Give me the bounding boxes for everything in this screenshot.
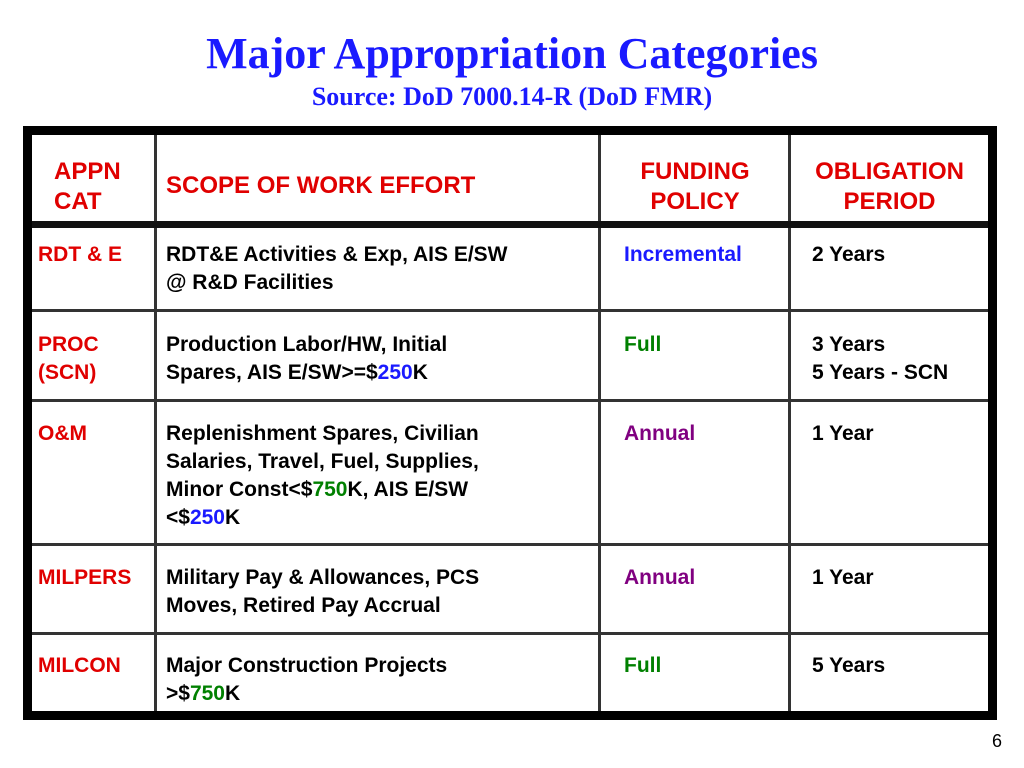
row-category [38, 652, 121, 680]
row-divider [32, 632, 988, 635]
scope-text: @ R&D Facilities [166, 271, 334, 294]
page-title: Major Appropriation Categories [206, 29, 818, 78]
row-scope-line [166, 680, 447, 708]
scope-text: Moves, Retired Pay Accrual [166, 594, 441, 617]
row-scope-line [166, 359, 447, 387]
row-category-line: (SCN) [38, 361, 97, 384]
scope-text: Military Pay & Allowances, PCS [166, 566, 480, 589]
row-funding-policy: Incremental [624, 243, 742, 266]
appropriation-table [23, 126, 997, 720]
scope-text: RDT&E Activities & Exp, AIS E/SW [166, 243, 508, 266]
dollar-amount: 750 [312, 478, 348, 501]
header-obligation-period [791, 157, 988, 217]
row-scope-line [166, 476, 479, 504]
dollar-amount: 250 [189, 506, 225, 529]
row-obligation-period [812, 420, 874, 448]
header-appn-cat [54, 157, 121, 217]
row-scope-line [166, 331, 447, 359]
row-period-line: 1 Year [812, 422, 874, 445]
row-scope [166, 420, 479, 532]
row-funding-policy: Annual [624, 566, 696, 589]
row-scope-line [166, 504, 479, 532]
row-scope-line [166, 269, 508, 297]
row-funding-policy: Annual [624, 422, 696, 445]
row-divider [32, 399, 988, 402]
scope-text: K [225, 682, 241, 705]
row-period-line: 5 Years [812, 654, 886, 677]
row-category-line: PROC [38, 333, 99, 356]
row-scope-line [166, 652, 447, 680]
header-divider [32, 221, 988, 228]
header-appn-cat-line: APPN [54, 158, 121, 185]
row-category-line: O&M [38, 422, 87, 445]
row-divider [32, 309, 988, 312]
row-category-line: RDT & E [38, 243, 122, 266]
scope-text: <$ [166, 506, 190, 529]
dollar-amount: 750 [189, 682, 225, 705]
row-category [38, 420, 87, 448]
row-scope-line [166, 448, 479, 476]
row-category [38, 241, 122, 269]
header-funding-policy-line: FUNDING [640, 158, 750, 185]
row-scope-line [166, 564, 479, 592]
row-obligation-period [812, 652, 885, 680]
row-category [38, 564, 131, 592]
row-scope [166, 652, 447, 708]
row-obligation-period [812, 331, 948, 387]
scope-text: >$ [166, 682, 190, 705]
row-scope-line [166, 420, 479, 448]
row-period-line: 2 Years [812, 243, 886, 266]
page-number: 6 [991, 731, 1002, 751]
row-category-line: MILPERS [38, 566, 132, 589]
row-period-line: 1 Year [812, 566, 874, 589]
row-obligation-period [812, 241, 885, 269]
scope-text: K [225, 506, 241, 529]
header-appn-cat-line: CAT [54, 188, 102, 215]
dollar-amount: 250 [377, 361, 413, 384]
scope-text: K [412, 361, 428, 384]
scope-text: K, AIS E/SW [347, 478, 469, 501]
header-obligation-period-line: PERIOD [843, 188, 936, 215]
header-funding-policy-line: POLICY [650, 188, 740, 215]
header-obligation-period-line: OBLIGATION [815, 158, 964, 185]
header-funding-policy [601, 157, 789, 217]
row-period-line: 3 Years [812, 333, 886, 356]
header-scope: SCOPE OF WORK EFFORT [166, 172, 476, 199]
row-scope [166, 331, 447, 387]
page-subtitle: Source: DoD 7000.14-R (DoD FMR) [311, 82, 713, 111]
scope-text: Spares, AIS E/SW>=$ [166, 361, 378, 384]
row-funding-policy: Full [624, 333, 662, 356]
scope-text: Major Construction Projects [166, 654, 448, 677]
row-category [38, 331, 99, 387]
row-scope [166, 241, 508, 297]
row-divider [32, 543, 988, 546]
scope-text: Salaries, Travel, Fuel, Supplies, [166, 450, 479, 473]
row-scope-line [166, 241, 508, 269]
scope-text: Minor Const<$ [166, 478, 313, 501]
row-funding-policy: Full [624, 654, 662, 677]
row-period-line: 5 Years - SCN [812, 361, 949, 384]
row-category-line: MILCON [38, 654, 121, 677]
row-scope [166, 564, 479, 620]
scope-text: Production Labor/HW, Initial [166, 333, 448, 356]
row-scope-line [166, 592, 479, 620]
scope-text: Replenishment Spares, Civilian [166, 422, 479, 445]
row-obligation-period [812, 564, 874, 592]
